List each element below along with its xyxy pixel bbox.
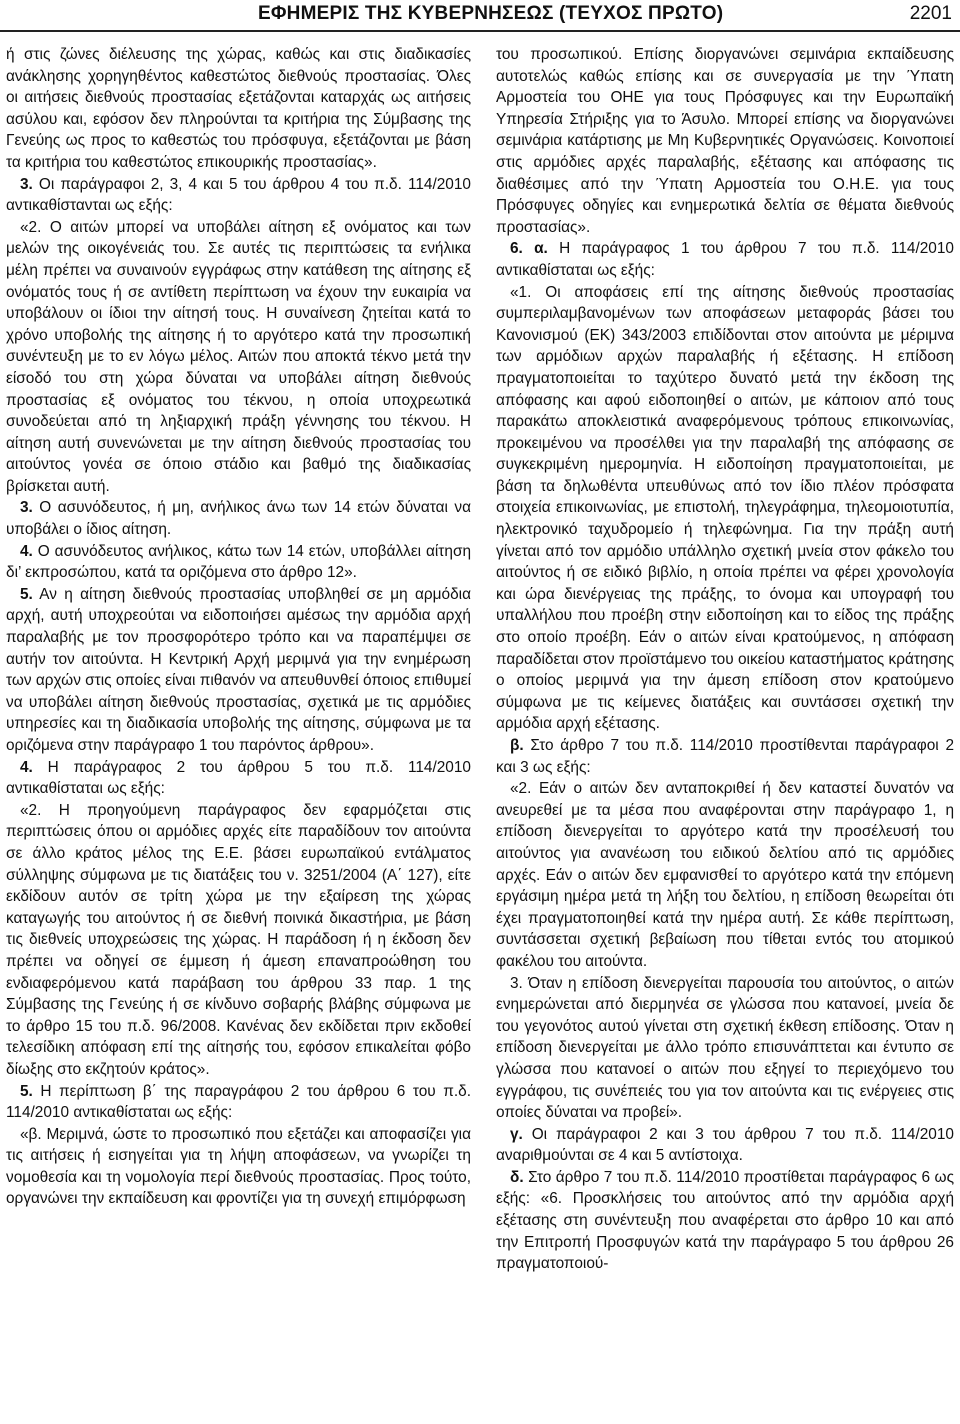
paragraph-text: Η παράγραφος 2 του άρθρου 5 του π.δ. 114/2010 αντικαθίσταται ως εξής: bbox=[6, 758, 471, 798]
paragraph-number: 4. bbox=[20, 542, 33, 560]
gazette-title: ΕΦΗΜΕΡΙΣ ΤΗΣ ΚΥΒΕΡΝΗΣΕΩΣ (ΤΕΥΧΟΣ ΠΡΩΤΟ) bbox=[258, 3, 724, 24]
paragraph: 3. Όταν η επίδοση διενεργείται παρουσία του αιτούντος, ο αιτών ενημερώνεται από διερμηνέα σε γλώσσα που κατανοεί, μνεία δε του γεγονότος αυτού γίνεται στη σχετική έκθεση επίδοσης. Όταν η επίδοση διενεργείται με άλλο τρόπο επισυνάπτεται και έντυπο σε γλώσσα που κατανοεί ο αιτών που εξηγεί το περιεχόμενο του εγγράφου, τις συνέπειές του για τον αιτούντα και τις ενέργειες στις οποίες δύναται να προβεί». bbox=[496, 974, 954, 1122]
paragraph bbox=[6, 174, 471, 217]
left-column bbox=[6, 44, 471, 1210]
paragraph-number: 5. bbox=[20, 1082, 33, 1100]
paragraph bbox=[6, 497, 471, 540]
paragraph-text: Οι παράγραφοι 2, 3, 4 και 5 του άρθρου 4 του π.δ. 114/2010 αντικαθίστανται ως εξής: bbox=[6, 175, 471, 215]
paragraph: του προσωπικού. Επίσης διοργανώνει σεμινάρια εκπαίδευσης αυτοτελώς καθώς επίσης και σε συνεργασία με την Ύπατη Αρμοστεία του ΟΗΕ για τους Πρόσφυγες και την Ευρωπαϊκή Υπηρεσία Στήριξης για το Άσυλο. Μπορεί επίσης να διοργανώνει σεμινάρια κατάρτισης με Μη Κυβερνητικές Οργανώσεις. Κοινοποιεί στις αρμόδιες αρχές παραλαβής, εξέτασης και απόφασης τις διαθέσιμες από την Ύπατη Αρμοστεία του Ο.Η.Ε. για τους Πρόσφυγες οδηγίες και ενημερωτικά δελτία σε θέματα διεθνούς προστασίας». bbox=[496, 46, 954, 236]
paragraph-number: β. bbox=[510, 737, 524, 754]
paragraph bbox=[6, 757, 471, 800]
paragraph: ή στις ζώνες διέλευσης της χώρας, καθώς και στις διαδικασίες ανάκλησης χορηγηθέντος καθεστώτος διεθνούς προστασίας. Όλες οι αιτήσεις διεθνούς προστασίας εξετάζονται καταρχάς ως αιτήσεις ασύλου και, εφόσον δεν πληρούνται τα κριτήρια της Σύμβασης της Γενεύης ως προς το καθεστώς του πρόσφυγα, εξετάζονται με βάση τα κριτήρια του καθεστώτος επικουρικής προστασίας». bbox=[6, 46, 471, 171]
paragraph-text: Οι παράγραφοι 2 και 3 του άρθρου 7 του π.δ. 114/2010 αναριθμούνται σε 4 και 5 αντίστοιχα. bbox=[496, 1125, 954, 1165]
paragraph: «1. Οι αποφάσεις επί της αίτησης διεθνούς προστασίας συμπεριλαμβανομένων των αποφάσεων μεταφοράς βάσει του Κανονισμού (ΕΚ) 343/2003 επιδίδονται στον αιτούντα με μέριμνα των αρμόδιων αρχών παραλαβής ή εξέτασης. Η επίδοση πραγματοποιείται το ταχύτερο δυνατό μετά την έκδοση της απόφασης και αφού ειδοποιηθεί ο αιτών, με κάποιον από τους παρακάτω αποκλειστικά αναφερόμενους τρόπους επικοινωνίας, προκειμένου να προσέλθει για την παραλαβή της απόφασης σε συγκεκριμένη ημερομηνία. Η ειδοποίηση πραγματοποιείται, με βάση τα δηλωθέντα υπευθύνως από τον ίδιο πλέον πρόσφατα στοιχεία επικοινωνίας, με επιστολή, τηλεγράφημα, τηλεομοιοτυπία, ηλεκτρονικό ταχυδρομείο ή τηλεφώνημα. Για την πράξη αυτή γίνεται από τον αρμόδιο υπάλληλο σχετική μνεία στον φάκελο του αιτούντος ή σε ειδικό βιβλίο, η οποία πρέπει να φέρει χρονολογία και ώρα διενέργειας της πράξης, το όνομα και υπογραφή του υπαλλήλου που προέβη στην ειδοποίηση και το είδος της πράξης στο οποίο προέβη. Εάν ο αιτών είναι κρατούμενος, η απόφαση παραδίδεται στον προϊστάμενο του οικείου καταστήματος κράτησης ο οποίος μεριμνά για την άμεση επίδοση στον κρατούμενο σύμφωνα με τις κείμενες διατάξεις και συντάσσει σχετική την αρμόδια αρχή εξέτασης. bbox=[496, 283, 954, 733]
header-rule bbox=[0, 30, 960, 32]
page-number: 2201 bbox=[909, 3, 952, 24]
paragraph: «2. Η προηγούμενη παράγραφος δεν εφαρμόζεται στις περιπτώσεις όπου οι αρμόδιες αρχές είτε παραδίδουν τον αιτούντα σε άλλο κράτος μέλος της Ε.Ε. βάσει ευρωπαϊκού εντάλματος σύλληψης σύμφωνα με τις διατάξεις του ν. 3251/2004 (Α΄ 127), είτε εκδίδουν αυτόν σε τρίτη χώρα με την εξαίρεση της χώρας καταγωγής του αιτούντος ή σε διεθνή ποινικά δικαστήρια, με βάση τις διεθνείς υποχρεώσεις της χώρας. Η παράδοση ή η έκδοση δεν πρέπει να οδηγεί σε έμμεση ή άμεση επαναπροώθηση του ενδιαφερόμενου κατά παράβαση του άρθρου 33 παρ. 1 της Σύμβασης της Γενεύης ή σε κίνδυνο σοβαρής βλάβης σύμφωνα με το άρθρο 15 του π.δ. 96/2008. Κανένας δεν εκδίδεται πριν εκδοθεί τελεσίδικη απόφαση επί της αίτησής του, εφόσον επικαλείται φόβο δίωξης στο εκζητούν κράτος». bbox=[6, 801, 471, 1078]
paragraph bbox=[496, 238, 954, 281]
paragraph bbox=[6, 541, 471, 584]
paragraph-number: γ. bbox=[510, 1125, 523, 1143]
paragraph bbox=[6, 1081, 471, 1124]
paragraph bbox=[496, 735, 954, 778]
paragraph-number: δ. bbox=[510, 1168, 524, 1186]
paragraph bbox=[496, 1167, 954, 1275]
right-column bbox=[496, 44, 954, 1275]
paragraph bbox=[496, 1124, 954, 1167]
paragraph-number: 3. bbox=[20, 175, 33, 193]
paragraph-text: Αν η αίτηση διεθνούς προστασίας υποβληθεί σε μη αρμόδια αρχή, αυτή υποχρεούται να ειδοποιήσει αμέσως την αρμόδια αρχή παραλαβής με τον προσφορότερο τρόπο και να παραπέμψει σε αυτήν τον αιτούντα. Η Κεντρική Αρχή μεριμνά για την ενημέρωση των αρχών στις οποίες είναι πιθανόν να απευθυνθεί όποιος επιθυμεί να υποβάλει αίτηση διεθνούς προστασίας, σχετικά με τις αρμόδιες υπηρεσίες και τη διαδικασία υποβολής της αίτησης, σύμφωνα με τα οριζόμενα στην παράγραφο 1 του παρόντος άρθρου». bbox=[6, 585, 471, 754]
paragraph-text: Ο ασυνόδευτος, ή μη, ανήλικος άνω των 14 ετών δύναται να υποβάλει ο ίδιος αίτηση. bbox=[6, 499, 471, 539]
paragraph-number: 5. bbox=[20, 585, 33, 603]
paragraph bbox=[6, 584, 471, 757]
paragraph-number: 6. α. bbox=[510, 240, 548, 258]
paragraph-text: Στο άρθρο 7 του π.δ. 114/2010 προστίθενται παράγραφοι 2 και 3 ως εξής: bbox=[496, 737, 954, 776]
paragraph-number: 4. bbox=[20, 758, 33, 776]
page-header bbox=[0, 0, 960, 34]
paragraph-number: 3. bbox=[20, 499, 33, 517]
paragraph-text: Στο άρθρο 7 του π.δ. 114/2010 προστίθεται παράγραφος 6 ως εξής: «6. Προσκλήσεις του αιτούντος από την αρμόδια αρχή εξέτασης στη συνέντευξη που αναφέρεται στο άρθρο 10 και από την Επιτροπή Προσφυγών κατά την παράγραφο 5 του άρθρου 26 πραγματοποιού- bbox=[496, 1168, 954, 1273]
paragraph: «β. Μεριμνά, ώστε το προσωπικό που εξετάζει και αποφασίζει για τις αιτήσεις ή εισηγείται για τη λήψη αποφάσεων, να γνωρίζει τη νομοθεσία και τη νομολογία περί διεθνούς προστασίας. Προς τούτο, οργανώνει την εκπαίδευση και φροντίζει για τη συνεχή επιμόρφωση bbox=[6, 1125, 471, 1208]
paragraph: «2. Εάν ο αιτών δεν ανταποκριθεί ή δεν καταστεί δυνατόν να ανευρεθεί με τα μέσα που αναφέρονται στην παράγραφο 1, η επίδοση διενεργείται το αργότερο κατά την προσέλευσή του αιτούντος για ανανέωση του ειδικού δελτίου από τις αρμόδιες αρχές. Εάν ο αιτών δεν εμφανισθεί το αργότερο κατά την επόμενη εργάσιμη ημέρα μετά τη λήξη του δελτίου, η επίδοση θεωρείται ότι έχει πραγματοποιηθεί κατά την ημέρα αυτή. Σε κάθε περίπτωση, συντάσσεται σχετική βεβαίωση που τίθεται εντός του ατομικού φακέλου του αιτούντα. bbox=[496, 780, 954, 970]
paragraph-text: Η παράγραφος 1 του άρθρου 7 του π.δ. 114/2010 αντικαθίσταται ως εξής: bbox=[496, 240, 954, 279]
paragraph-text: Η περίπτωση β΄ της παραγράφου 2 του άρθρου 6 του π.δ. 114/2010 αντικαθίσταται ως εξής: bbox=[6, 1082, 471, 1122]
paragraph: «2. Ο αιτών μπορεί να υποβάλει αίτηση εξ ονόματος και των μελών της οικογένειάς του. Σε αυτές τις περιπτώσεις τα ενήλικα μέλη πρέπει να συναινούν εγγράφως στην κατάθεση της αίτησης εξ ονόματός τους ή σε αντίθετη περίπτωση να έχουν την ευκαιρία να υποβάλουν οι ίδιοι την αίτησή τους. Η συναίνεση ζητείται κατά το χρόνο υποβολής της αίτησης ή το αργότερο κατά την προσωπική συνέντευξη με το εν λόγω μέλος. Αιτών που αποκτά τέκνο μετά την είσοδό του στη χώρα δύναται να υποβάλει αίτηση διεθνούς προστασίας εξ ονόματος του τέκνου, η οποία υποχρεωτικά συνοδεύεται από τη ληξιαρχική πράξη γέννησης του τέκνου. Η αίτηση αυτή συνενώνεται με την αίτηση διεθνούς προστασίας του αιτούντος γονέα σε όποιο στάδιο και βαθμό της διαδικασίας βρίσκεται αυτή. bbox=[6, 218, 471, 495]
paragraph-text: Ο ασυνόδευτος ανήλικος, κάτω των 14 ετών, υποβάλλει αίτηση δι’ εκπροσώπου, κατά τα οριζόμενα στο άρθρο 12». bbox=[6, 542, 471, 582]
